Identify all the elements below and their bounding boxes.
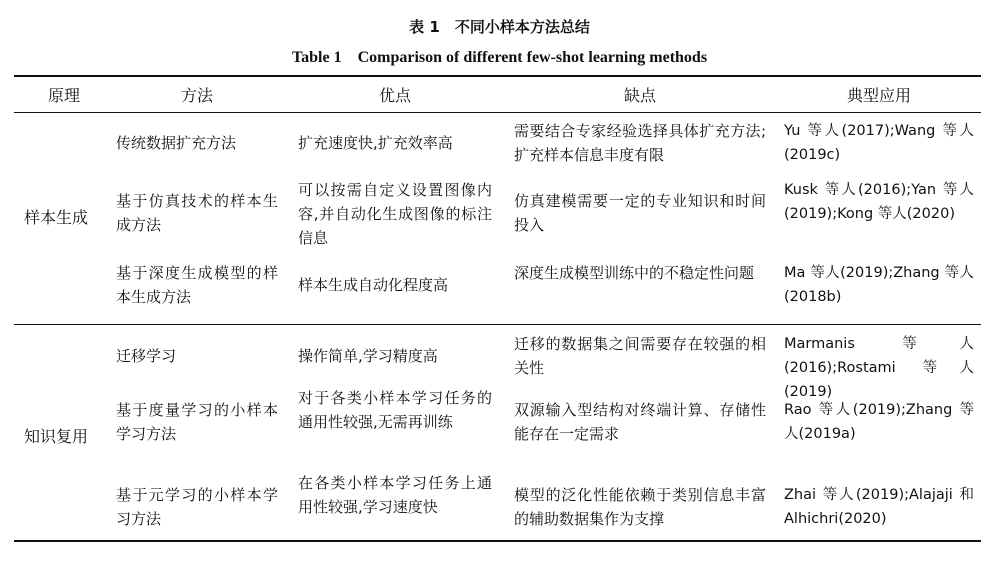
table-header-rule bbox=[14, 112, 981, 113]
row6-method: 基于元学习的小样本学习方法 bbox=[116, 486, 278, 528]
table-caption-cn: 表 1 不同小样本方法总结 bbox=[409, 18, 590, 36]
row2-method: 基于仿真技术的样本生成方法 bbox=[116, 192, 278, 234]
row3-advantage: 样本生成自动化程度高 bbox=[298, 276, 449, 294]
table-top-rule bbox=[14, 75, 981, 77]
row3-method: 基于深度生成模型的样本生成方法 bbox=[116, 264, 278, 306]
table-bottom-rule bbox=[14, 540, 981, 542]
row1-advantage: 扩充速度快,扩充效率高 bbox=[298, 134, 453, 152]
row1-application: Yu 等人(2017);Wang 等人(2019c) bbox=[784, 123, 974, 163]
row5-method: 基于度量学习的小样本学习方法 bbox=[116, 401, 278, 443]
row6-application: Zhai 等人(2019);Alajaji 和 Alhichri(2020) bbox=[784, 487, 974, 527]
row4-disadvantage: 迁移的数据集之间需要存在较强的相关性 bbox=[514, 335, 766, 377]
row1-method: 传统数据扩充方法 bbox=[116, 134, 237, 152]
header-method: 方法 bbox=[180, 86, 213, 105]
header-principle: 原理 bbox=[47, 86, 80, 105]
row2-disadvantage: 仿真建模需要一定的专业知识和时间投入 bbox=[514, 192, 766, 234]
row6-disadvantage: 模型的泛化性能依赖于类别信息丰富的辅助数据集作为支撑 bbox=[514, 486, 766, 528]
row4-application: Marmanis 等人(2016);Rostami 等人(2019) bbox=[784, 336, 974, 400]
row2-advantage: 可以按需自定义设置图像内容,并自动化生成图像的标注信息 bbox=[298, 181, 492, 247]
principle-sample-generation: 样本生成 bbox=[24, 208, 89, 227]
row3-disadvantage: 深度生成模型训练中的不稳定性问题 bbox=[514, 264, 755, 282]
header-application: 典型应用 bbox=[846, 86, 911, 105]
header-advantage: 优点 bbox=[378, 86, 411, 105]
row4-method: 迁移学习 bbox=[116, 347, 177, 365]
row1-disadvantage: 需要结合专家经验选择具体扩充方法;扩充样本信息丰度有限 bbox=[514, 122, 766, 164]
table-group-rule bbox=[14, 324, 981, 325]
row5-advantage: 对于各类小样本学习任务的通用性较强,无需再训练 bbox=[298, 389, 492, 431]
row4-advantage: 操作简单,学习精度高 bbox=[298, 347, 438, 365]
row5-application: Rao 等人(2019);Zhang 等人(2019a) bbox=[784, 402, 974, 442]
row2-application: Kusk 等人(2016);Yan 等人(2019);Kong 等人(2020) bbox=[784, 182, 974, 222]
row6-advantage: 在各类小样本学习任务上通用性较强,学习速度快 bbox=[298, 474, 492, 516]
table-caption-en: Table 1 Comparison of different few-shot learning methods bbox=[291, 49, 708, 66]
header-disadvantage: 缺点 bbox=[623, 86, 656, 105]
principle-knowledge-reuse: 知识复用 bbox=[24, 427, 89, 446]
row5-disadvantage: 双源输入型结构对终端计算、存储性能存在一定需求 bbox=[514, 401, 766, 443]
row3-application: Ma 等人(2019);Zhang 等人(2018b) bbox=[784, 265, 974, 305]
